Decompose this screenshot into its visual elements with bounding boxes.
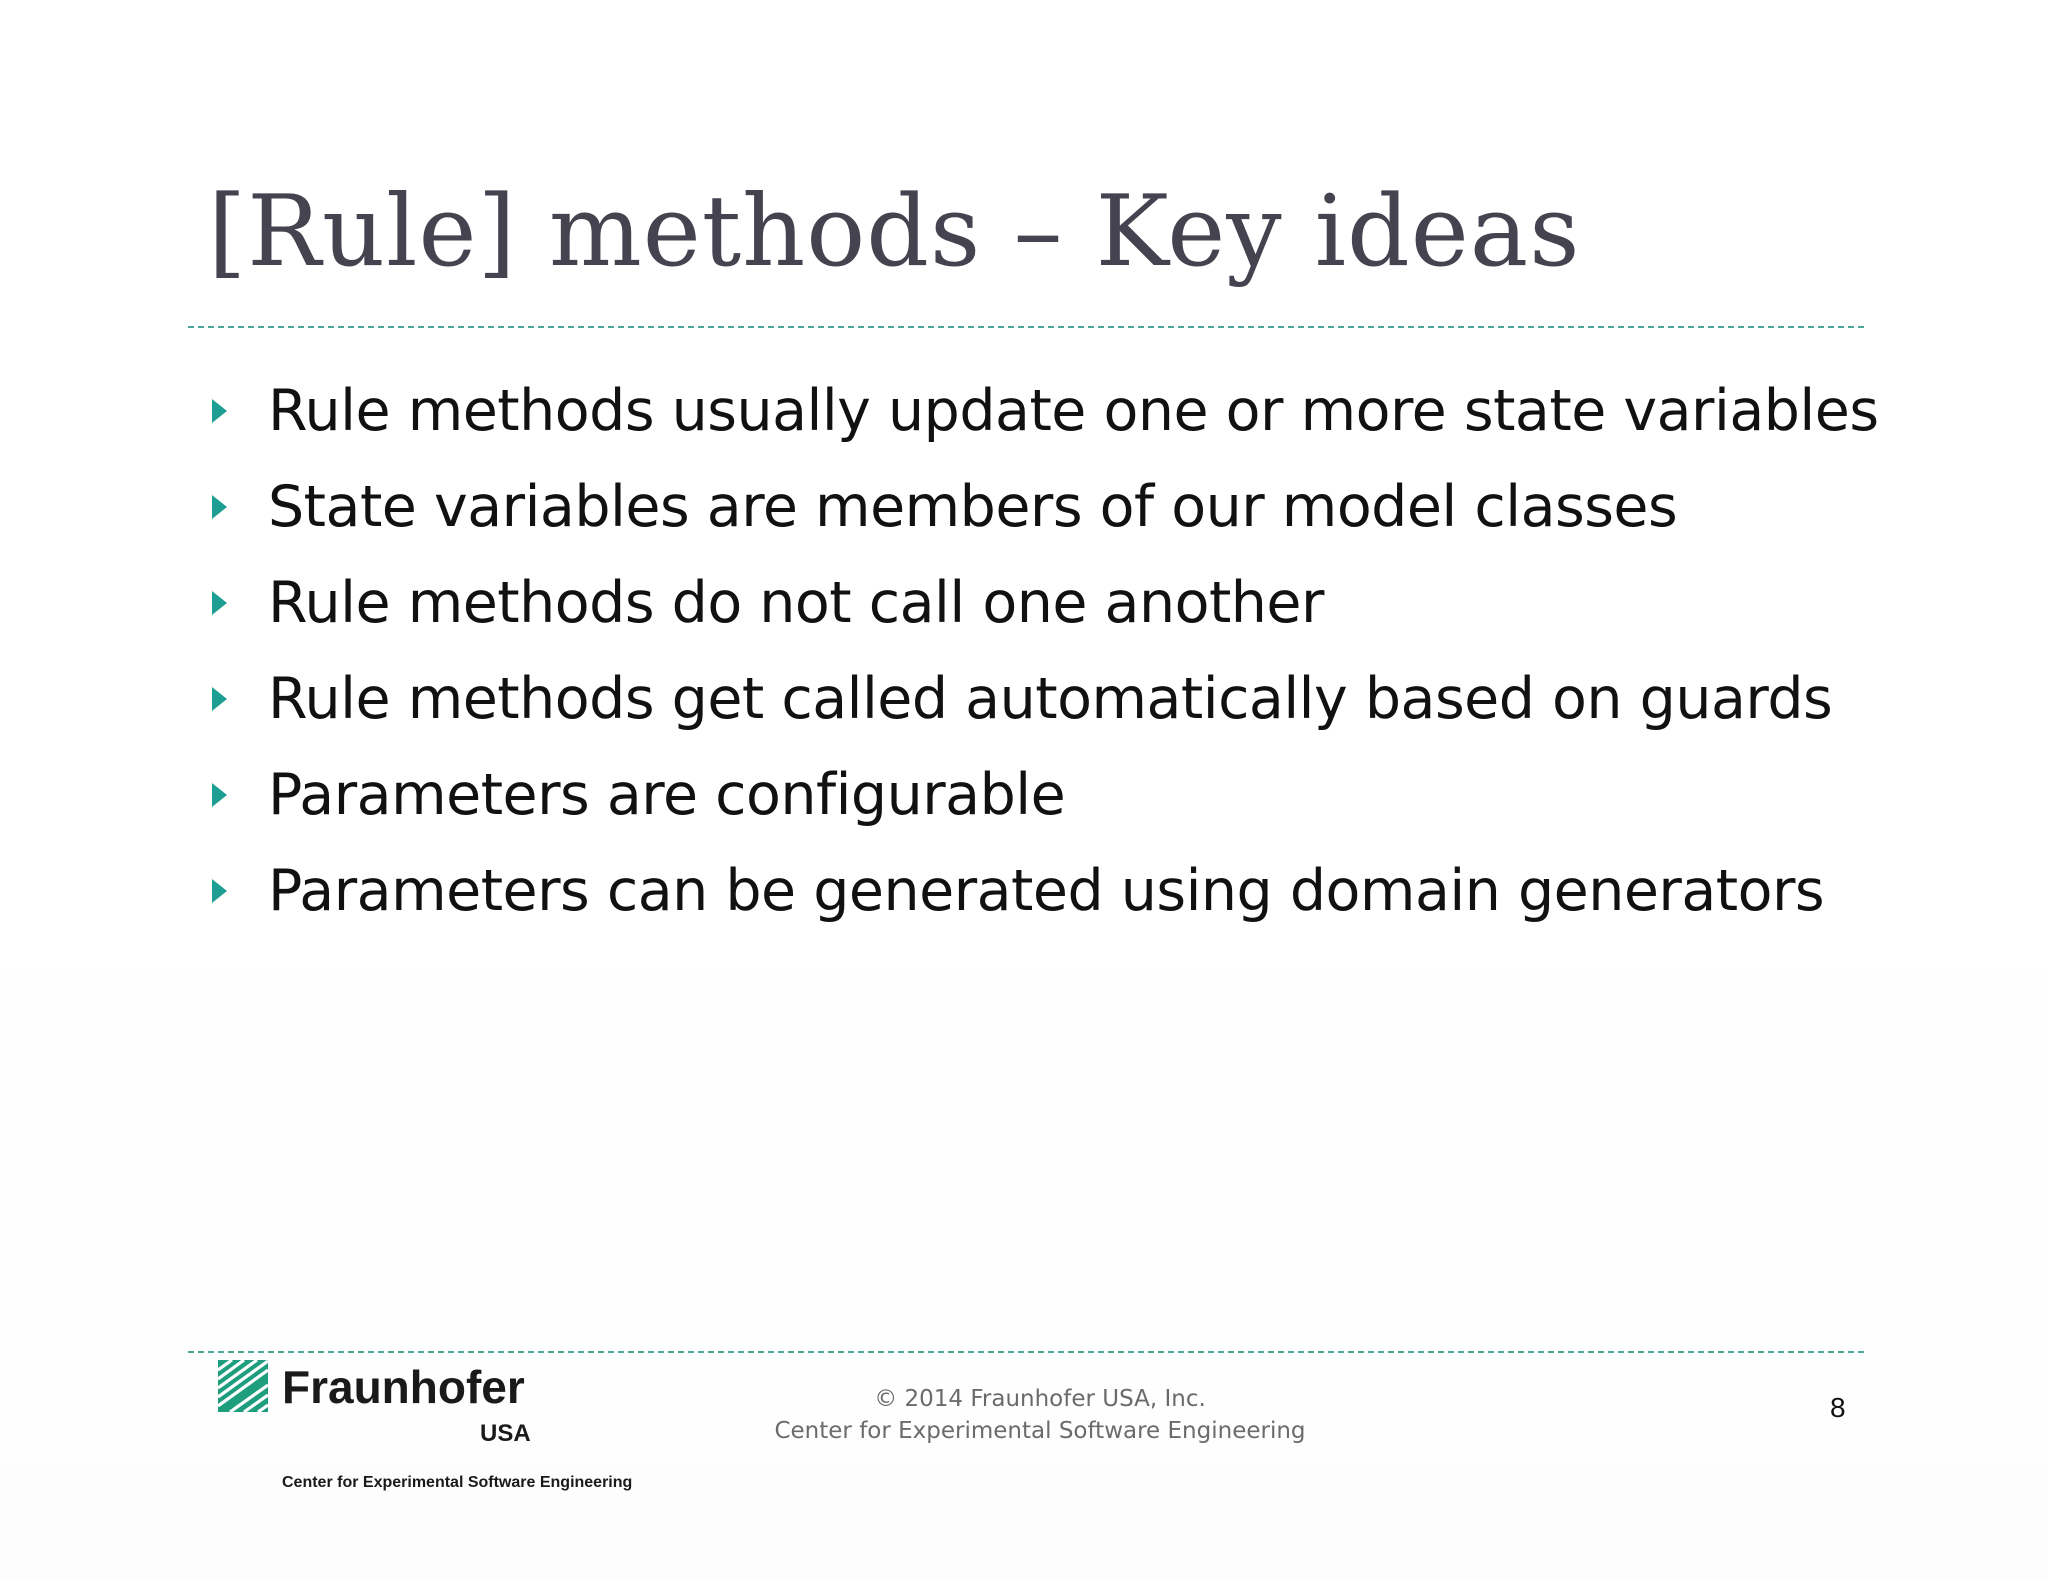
bullet-text: State variables are members of our model classes [268,474,1678,540]
list-item [208,459,1879,555]
bullet-text: Rule methods get called automatically based on guards [268,666,1833,732]
list-item [208,843,1879,939]
footer-copyright: © 2014 Fraunhofer USA, Inc. [874,1386,1206,1412]
bullet-arrow-icon [212,783,227,807]
slide-title: [Rule] methods – Key ideas [208,175,1581,289]
page-number: 8 [1830,1392,1846,1423]
bullet-text: Rule methods usually update one or more state variables [268,378,1879,444]
bullet-arrow-icon [212,399,227,423]
bullet-text: Rule methods do not call one another [268,570,1324,636]
footer-center-name: Center for Experimental Software Engineering [774,1418,1306,1444]
logo-tagline: Center for Experimental Software Engineering [282,1474,633,1491]
footer-copyright-block [0,1383,2048,1447]
bullet-arrow-icon [212,879,227,903]
bullet-text: Parameters are configurable [268,762,1066,828]
list-item [208,747,1879,843]
bullet-text: Parameters can be generated using domain generators [268,858,1825,924]
bullet-arrow-icon [212,687,227,711]
title-divider [188,326,1864,328]
list-item [208,363,1879,459]
bullet-list [208,363,1879,939]
logo-name: Fraunhofer [282,1361,525,1413]
logo-country: USA [480,1420,531,1447]
list-item [208,651,1879,747]
bullet-arrow-icon [212,495,227,519]
bullet-arrow-icon [212,591,227,615]
footer-divider [188,1351,1864,1353]
list-item [208,555,1879,651]
